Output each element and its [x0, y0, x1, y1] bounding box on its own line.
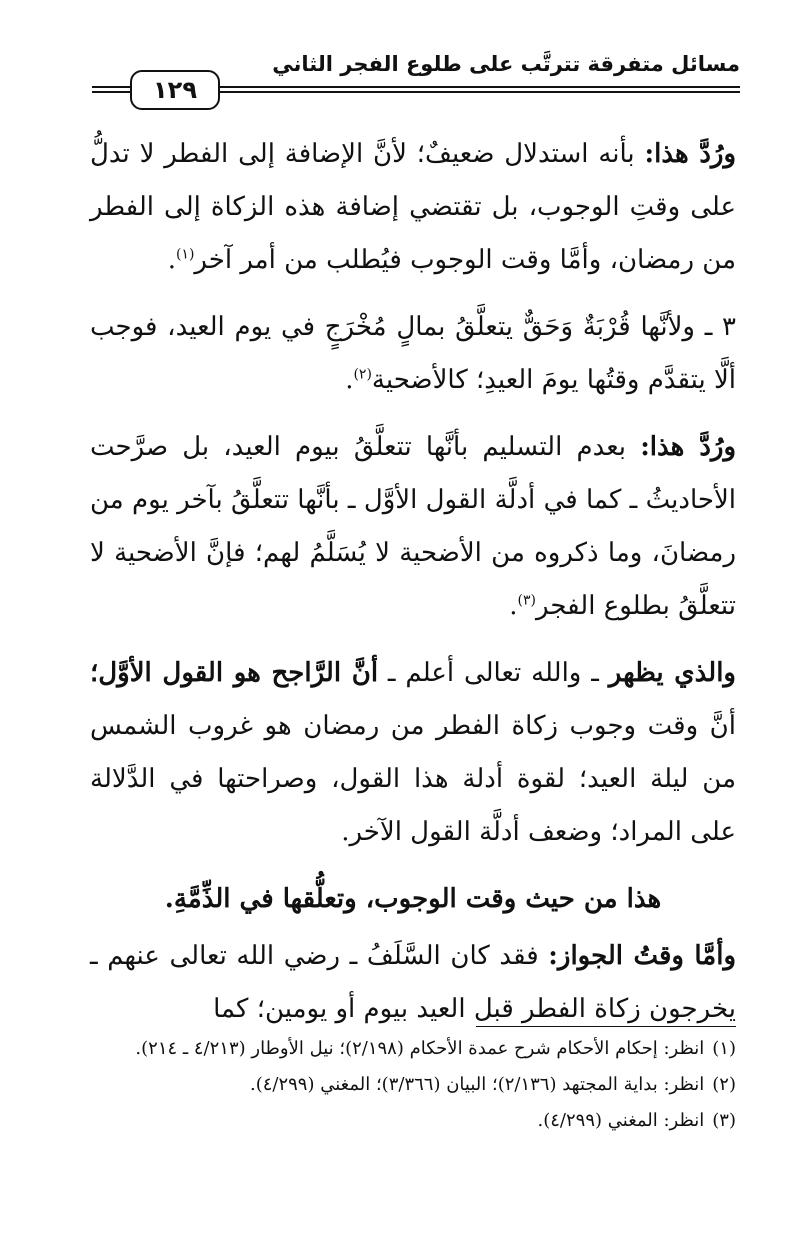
paragraph-tail: . — [345, 365, 354, 395]
paragraph-tail: . — [509, 591, 518, 621]
footnote-number: (١) — [712, 1038, 736, 1059]
header-rule-main — [216, 86, 740, 88]
centered-heading: هذا من حيث وقت الوجوب، وتعلُّقها في الذِّمَّةِ. — [164, 884, 662, 914]
running-title: مسائل متفرقة تترتَّب على طلوع الفجر الثاني — [272, 52, 740, 76]
paragraph-text: بعدم التسليم بأنَّها تتعلَّقُ بيوم العيد، بل صرَّحت الأحاديثُ ـ كما في أدلَّة القول الأوَّل ـ بأنَّها تتعلَّقُ بآخر يوم من رمضانَ، وما ذكروه من الأضحية لا يُسَلَّمُ لهم؛ فإنَّ الأضحية لا تتعلَّقُ بطلوع الفجر — [90, 432, 736, 621]
paragraph-1 — [90, 128, 736, 287]
header-rule-left — [92, 86, 130, 88]
footnote-text: انظر: بداية المجتهد (٢/١٣٦)؛ البيان (٣/٣٦٦)؛ المغني (٤/٢٩٩). — [249, 1074, 705, 1095]
paragraph-text: ٣ ـ ولأنَّها قُرْبَةٌ وَحَقٌّ يتعلَّقُ بمالٍ مُخْرَجٍ في يوم العيد، فوجب ألَّا يتقدَّم وقتُها يومَ العيدِ؛ كالأضحية — [90, 312, 736, 395]
paragraph-3 — [90, 421, 736, 633]
paragraph-lead: وأمَّا وقتُ الجواز: — [548, 941, 737, 971]
page-header — [92, 50, 740, 108]
paragraph-lead: ورُدَّ هذا: — [640, 432, 737, 462]
paragraph-4 — [90, 647, 736, 859]
main-text — [90, 128, 736, 1050]
footnote-text: انظر: إحكام الأحكام شرح عمدة الأحكام (٢/١٩٨)؛ نيل الأوطار (٤/٢١٣ ـ ٢١٤). — [135, 1038, 705, 1059]
page-number: ١٢٩ — [130, 70, 220, 110]
footnote-number: (٢) — [712, 1074, 736, 1095]
footnotes — [92, 1034, 736, 1142]
header-rule-main-lower — [216, 91, 740, 93]
paragraph-text: بأنه استدلال ضعيفٌ؛ لأنَّ الإضافة إلى الفطر لا تدلُّ على وقتِ الوجوب، بل تقتضي إضافة هذه الزكاة إلى الفطر من رمضان، وأمَّا وقت الوجوب فيُطلب من أمر آخر — [90, 139, 736, 275]
footnote-2 — [92, 1070, 736, 1100]
paragraph-text-2: أنَّ وقت وجوب زكاة الفطر من رمضان هو غروب الشمس من ليلة العيد؛ لقوة أدلة هذا القول، وصراحتها في الدَّلالة على المراد؛ وضعف أدلَّة القول الآخر. — [90, 711, 736, 847]
footnote-ref[interactable]: (٣) — [517, 592, 536, 609]
footnote-3 — [92, 1106, 736, 1136]
paragraph-lead: ورُدَّ هذا: — [644, 139, 737, 169]
paragraph-text: فقد كان السَّلَفُ ـ رضي الله تعالى عنهم ـ يخرجون زكاة الفطر قبل العيد بيوم أو يومين؛ كما — [90, 941, 736, 1024]
paragraph-6 — [90, 930, 736, 1036]
footnote-separator — [476, 1026, 736, 1027]
footnote-ref[interactable]: (٢) — [353, 366, 372, 383]
paragraph-tail: . — [167, 245, 176, 275]
paragraph-lead-2: أنَّ الرَّاجح هو القول الأوَّل؛ — [90, 658, 379, 688]
paragraph-2 — [90, 301, 736, 407]
footnote-ref[interactable]: (١) — [175, 246, 195, 263]
footnote-1 — [92, 1034, 736, 1064]
footnote-text: انظر: المغني (٤/٢٩٩). — [537, 1110, 705, 1131]
paragraph-text: ـ والله تعالى أعلم ـ — [378, 658, 609, 688]
footnote-number: (٣) — [712, 1110, 736, 1131]
paragraph-lead: والذي يظهر — [608, 658, 736, 688]
header-rule-left-lower — [92, 91, 130, 93]
